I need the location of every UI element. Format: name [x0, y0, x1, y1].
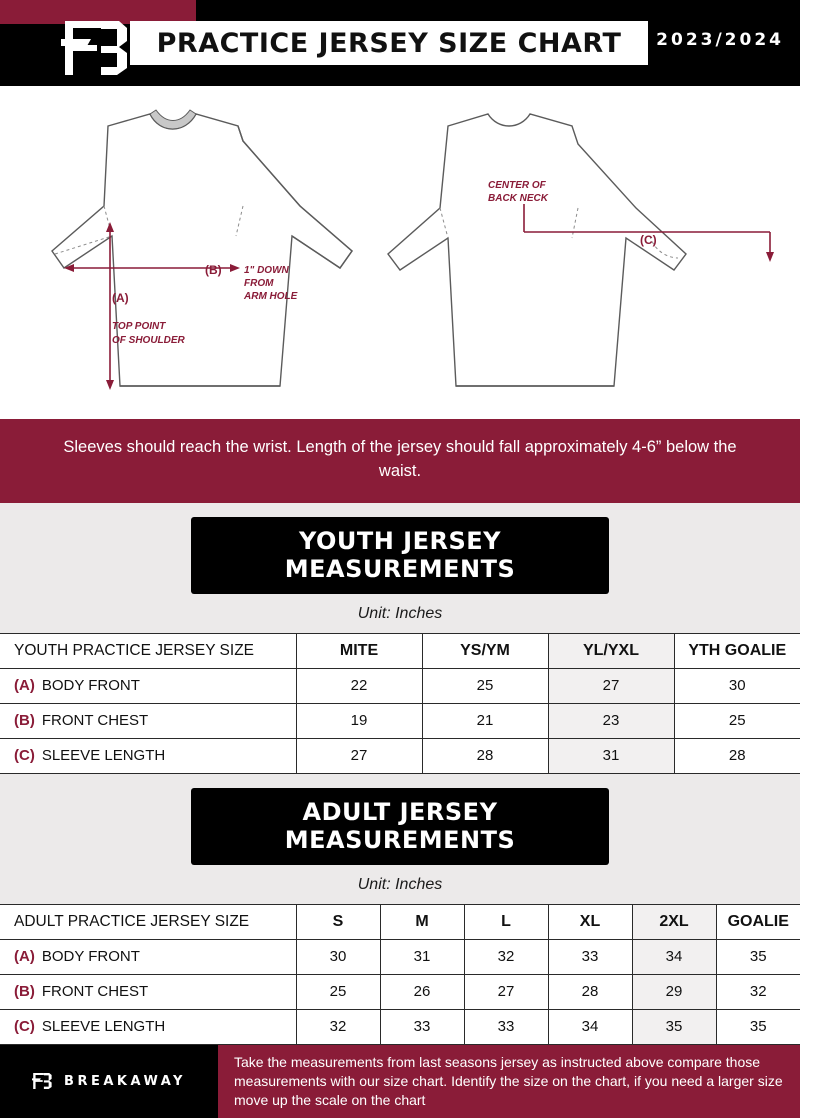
youth-row-b-label	[0, 703, 296, 738]
youth-c-goalie: 28	[674, 738, 800, 773]
adult-header-l: L	[464, 904, 548, 939]
youth-c-ylyxl: 31	[548, 738, 674, 773]
adult-a-xl: 33	[548, 939, 632, 974]
youth-header-ysym: YS/YM	[422, 633, 548, 668]
jersey-diagram	[0, 86, 800, 419]
table-row	[0, 668, 800, 703]
adult-b-xl: 28	[548, 974, 632, 1009]
adult-header-size: ADULT PRACTICE JERSEY SIZE	[0, 904, 296, 939]
youth-a-ysym: 25	[422, 668, 548, 703]
adult-c-m: 33	[380, 1009, 464, 1044]
adult-header-s: S	[296, 904, 380, 939]
annotation-b-letter: (B)	[205, 263, 222, 277]
footer-brand	[0, 1045, 218, 1118]
adult-row-a-label	[0, 939, 296, 974]
adult-b-2xl: 29	[632, 974, 716, 1009]
table-row	[0, 939, 800, 974]
adult-row-a-letter: (A)	[14, 948, 35, 966]
adult-header-goalie: GOALIE	[716, 904, 800, 939]
adult-header-xl: XL	[548, 904, 632, 939]
table-row	[0, 1009, 800, 1044]
youth-a-goalie: 30	[674, 668, 800, 703]
annotation-c-label-1: CENTER OF	[488, 180, 546, 191]
jersey-back-illustration	[388, 114, 686, 386]
adult-section	[0, 774, 800, 1045]
jersey-front-illustration	[52, 110, 352, 386]
adult-header-2xl: 2XL	[632, 904, 716, 939]
youth-row-b-name: FRONT CHEST	[41, 712, 149, 730]
adult-b-m: 26	[380, 974, 464, 1009]
adult-header-m: M	[380, 904, 464, 939]
youth-b-mite: 19	[296, 703, 422, 738]
youth-header-goalie: YTH GOALIE	[674, 633, 800, 668]
adult-b-s: 25	[296, 974, 380, 1009]
adult-a-s: 30	[296, 939, 380, 974]
youth-row-a-letter: (A)	[14, 677, 35, 695]
youth-section	[0, 503, 800, 774]
youth-header-size: YOUTH PRACTICE JERSEY SIZE	[0, 633, 296, 668]
youth-row-c-name: SLEEVE LENGTH	[41, 747, 166, 765]
table-header-row	[0, 904, 800, 939]
breakaway-b-logo-icon	[61, 19, 135, 77]
youth-c-mite: 27	[296, 738, 422, 773]
footer-instructions: Take the measurements from last seasons jersey as instructed above compare those measurements with our size chart. Identify the size on the chart, if you need a larger size move up the scale on the chart	[218, 1045, 800, 1118]
annotation-a-letter: (A)	[112, 291, 129, 305]
adult-c-l: 33	[464, 1009, 548, 1044]
page-footer	[0, 1045, 800, 1118]
jersey-diagram-svg	[0, 86, 800, 419]
page-title	[130, 21, 648, 65]
adult-c-xl: 34	[548, 1009, 632, 1044]
adult-row-c-letter: (C)	[14, 1018, 35, 1036]
youth-row-c-letter: (C)	[14, 747, 35, 765]
adult-b-goalie: 32	[716, 974, 800, 1009]
adult-row-c-name: SLEEVE LENGTH	[41, 1018, 166, 1036]
table-header-row	[0, 633, 800, 668]
annotation-b-label-3: ARM HOLE	[244, 291, 298, 302]
youth-b-ylyxl: 23	[548, 703, 674, 738]
adult-a-goalie: 35	[716, 939, 800, 974]
adult-c-s: 32	[296, 1009, 380, 1044]
adult-a-2xl: 34	[632, 939, 716, 974]
adult-row-b-label	[0, 974, 296, 1009]
annotation-b-label-2: FROM	[244, 278, 274, 289]
youth-a-mite: 22	[296, 668, 422, 703]
annotation-a-label-2: OF SHOULDER	[112, 335, 185, 346]
adult-row-b-name: FRONT CHEST	[41, 983, 149, 1001]
youth-row-b-letter: (B)	[14, 712, 35, 730]
youth-row-a-label	[0, 668, 296, 703]
adult-a-m: 31	[380, 939, 464, 974]
adult-b-l: 27	[464, 974, 548, 1009]
youth-c-ysym: 28	[422, 738, 548, 773]
youth-section-title: YOUTH JERSEY MEASUREMENTS	[191, 517, 609, 594]
youth-b-goalie: 25	[674, 703, 800, 738]
adult-section-title: ADULT JERSEY MEASUREMENTS	[191, 788, 609, 865]
adult-c-2xl: 35	[632, 1009, 716, 1044]
youth-header-ylyxl: YL/YXL	[548, 633, 674, 668]
adult-row-b-letter: (B)	[14, 983, 35, 1001]
youth-row-a-name: BODY FRONT	[41, 677, 140, 695]
youth-b-ysym: 21	[422, 703, 548, 738]
annotation-b-label-1: 1" DOWN	[244, 265, 289, 276]
adult-a-l: 32	[464, 939, 548, 974]
table-row	[0, 738, 800, 773]
adult-unit-label: Unit: Inches	[357, 875, 443, 893]
table-row	[0, 974, 800, 1009]
youth-measurements-table	[0, 633, 800, 774]
youth-row-c-label	[0, 738, 296, 773]
adult-measurements-table	[0, 904, 800, 1045]
adult-row-c-label	[0, 1009, 296, 1044]
fit-note: Sleeves should reach the wrist. Length of the jersey should fall approximately 4-6” below the waist.	[0, 419, 800, 503]
annotation-a-label-1: TOP POINT	[112, 321, 166, 332]
breakaway-b-logo-icon	[32, 1068, 54, 1094]
season-year: 2023/2024	[656, 30, 784, 50]
page-title-text: PRACTICE JERSEY SIZE CHART	[156, 27, 622, 59]
page-header	[0, 0, 800, 86]
youth-a-ylyxl: 27	[548, 668, 674, 703]
youth-unit-label: Unit: Inches	[357, 604, 443, 622]
annotation-c-letter: (C)	[640, 233, 657, 247]
youth-header-mite: MITE	[296, 633, 422, 668]
annotation-c-label-2: BACK NECK	[488, 193, 548, 204]
adult-row-a-name: BODY FRONT	[41, 948, 140, 966]
adult-c-goalie: 35	[716, 1009, 800, 1044]
table-row	[0, 703, 800, 738]
footer-brand-name: BREAKAWAY	[64, 1073, 186, 1089]
